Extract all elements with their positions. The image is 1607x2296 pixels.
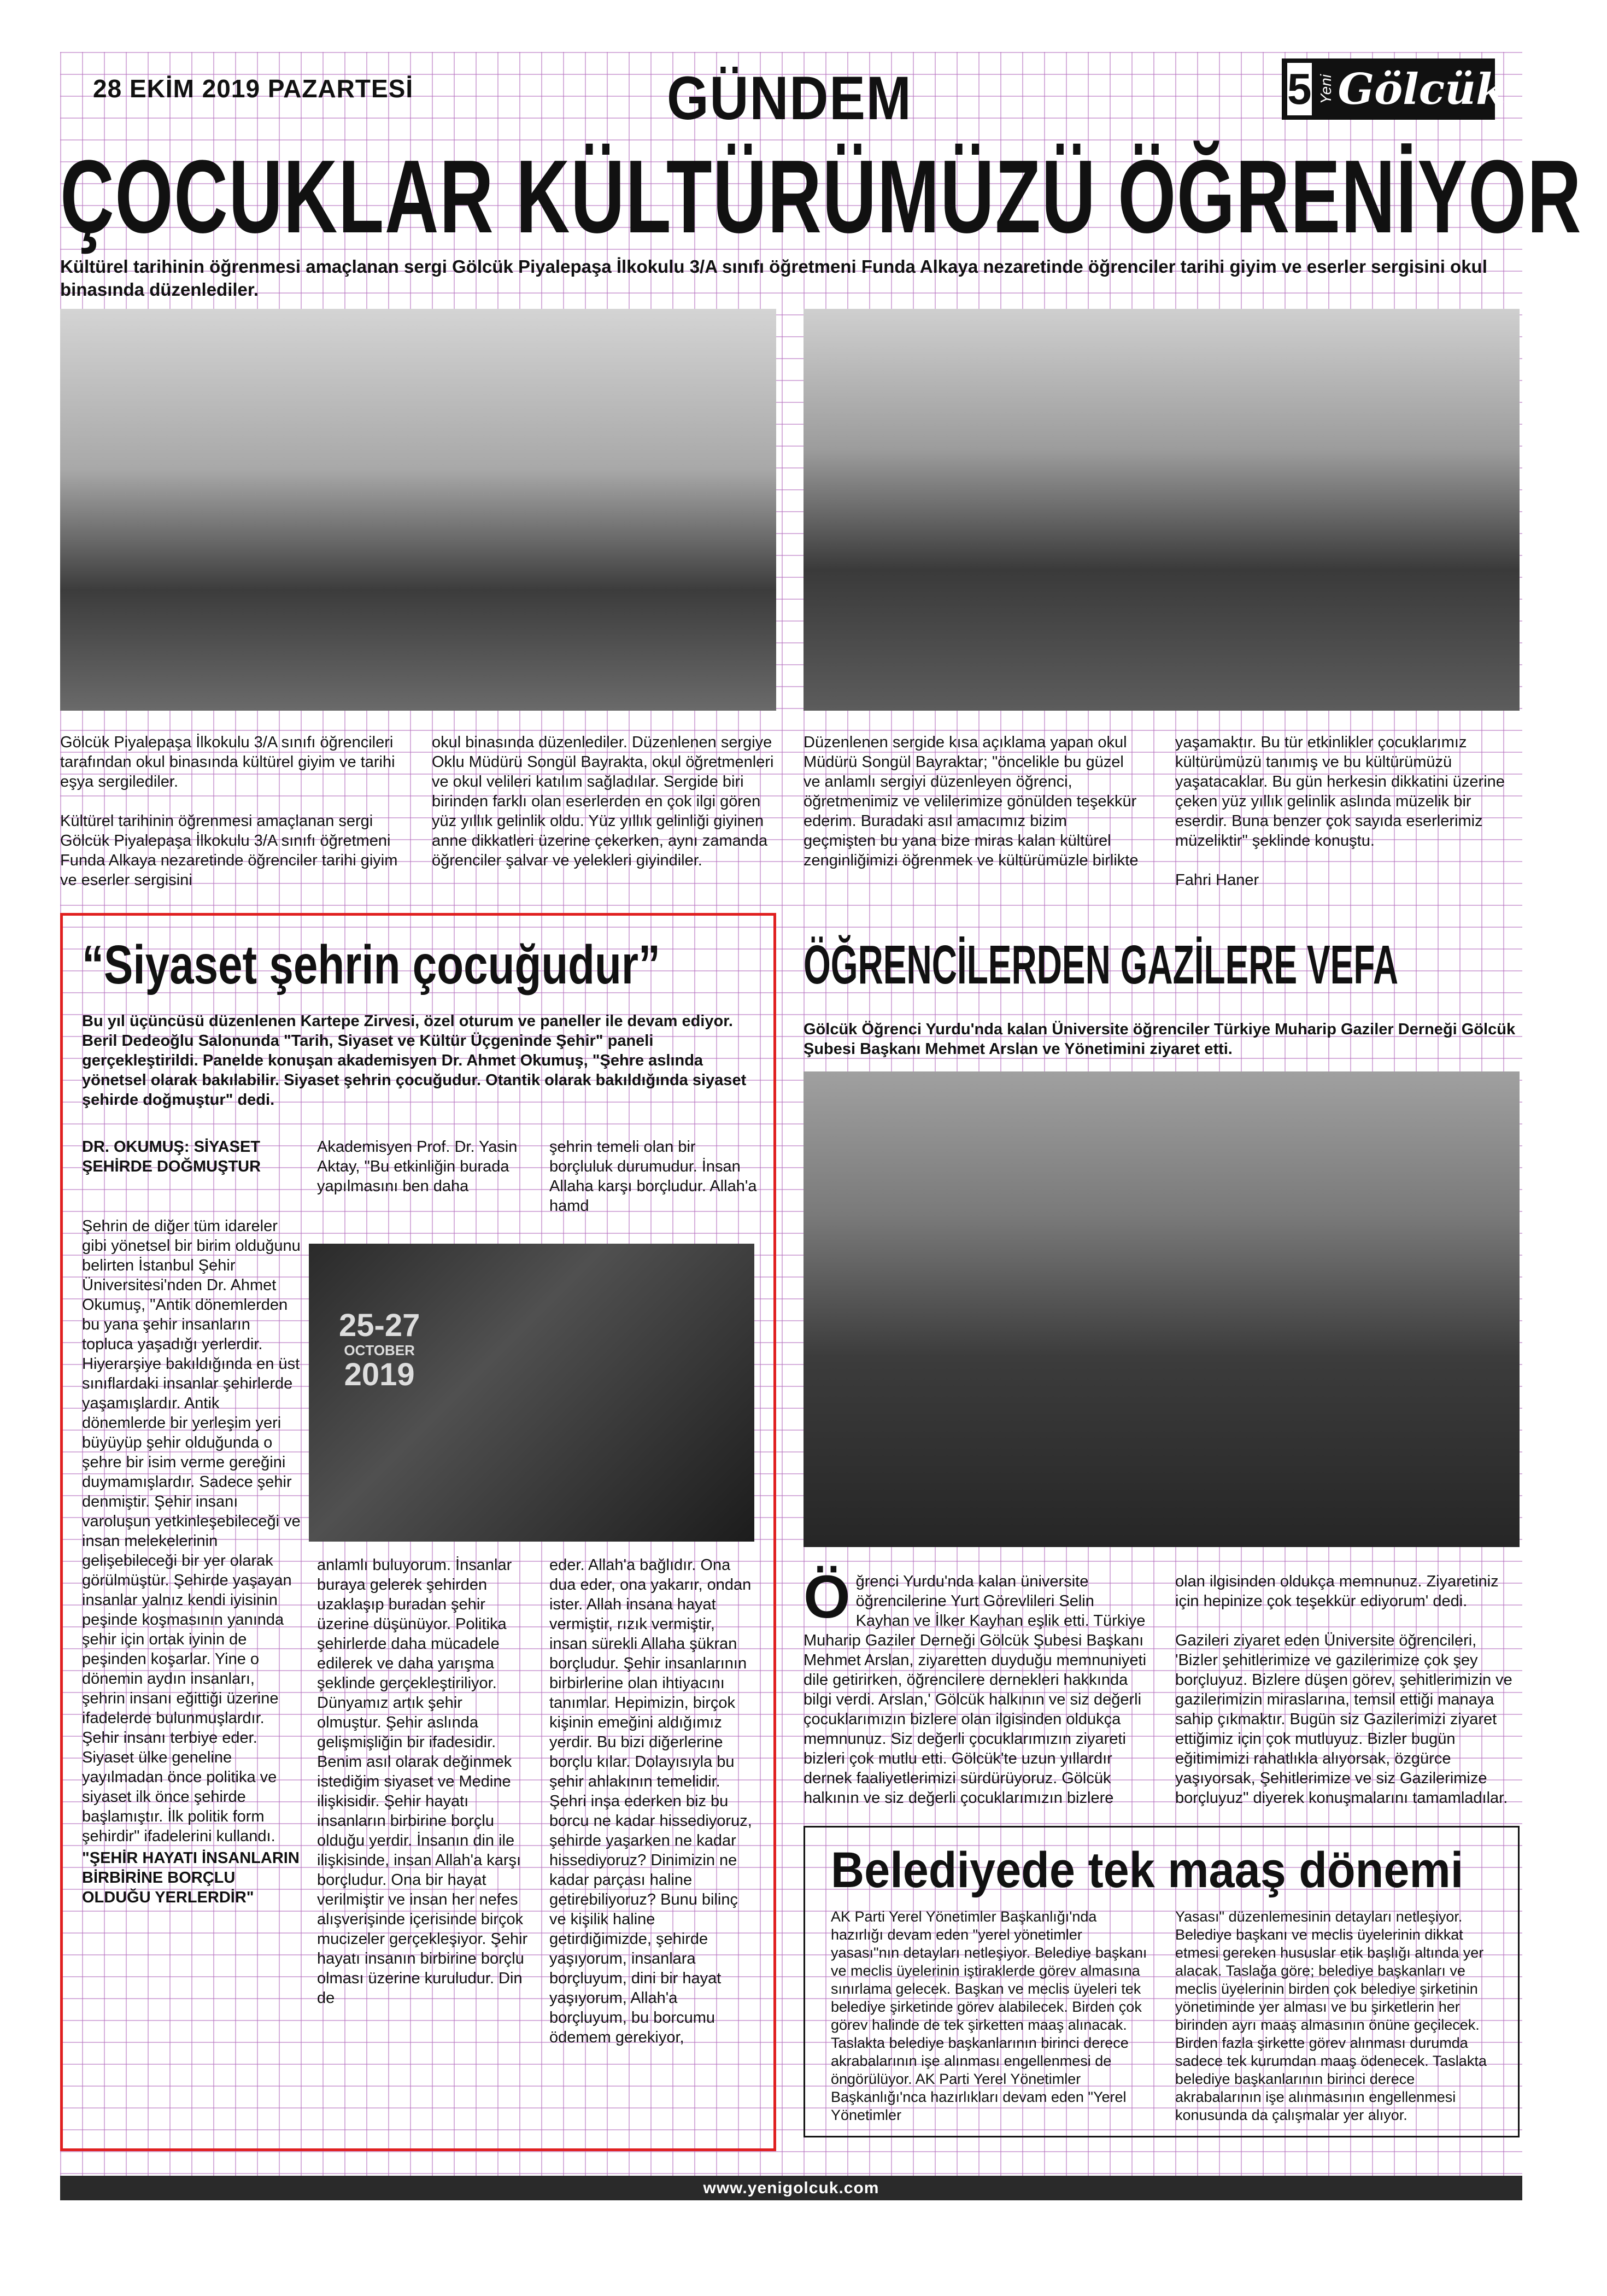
website-url[interactable]: www.yenigolcuk.com — [703, 2179, 879, 2197]
event-banner-dates — [339, 1309, 420, 1391]
gaziler-headline: ÖĞRENCİLERDEN GAZİLERE VEFA — [804, 934, 1399, 995]
story1-paragraph: okul binasında düzenlediler. Düzenlenen sergiye Oklu Müdürü Songül Bayrakta, okul öğretmenleri ve okul velileri katılım sağladılar. Sergide biri birinden farklı olan eserlerden en çok ilgi gören yüz yıllık gelinlik oldu. Yüz yıllık gelinliği giyinen anne dikkatleri üzerine çekerken, aynı zamanda öğrenciler şalvar ve yelekleri giyindiler. — [432, 734, 774, 869]
logo-page-number: 5 — [1287, 63, 1312, 115]
story1-paragraph: Düzenlenen sergide kısa açıklama yapan okul Müdürü Songül Bayraktar; "öncelikle bu güzel ve anlamlı sergiyi düzenleyen öğrenci, öğretmenimiz ve velilerimize gönülden teşekkür ederim. Buradaki asıl amacımız bizim geçmişten bu yana bize miras kalan kültürel zenginliğimizi öğrenmek ve kültürümüzle birlikte — [804, 734, 1139, 869]
siyaset-column-3-bottom: eder. Allah'a bağlıdır. Ona dua eder, ona yakarır, ondan ister. Allah insana hayat vermiştir, rızık vermiştir, insan sürekli Allaha şükran borçludur. Şehir insanlarının birbirlerine olan ihtiyacını tanımlar. Hepimizin, birçok kişinin emeğini aldığımız yerdir. Bu bizi diğerlerine borçlu kılar. Dolayısıyla bu şehir ahlakının temelidir. Şehri inşa ederken biz bu borcu ne kadar hissediyoruz, şehirde yaşarken ne kadar hissediyoruz? Dinimizin ne kadar parçası haline getirebiliyoruz? Bunu bilinç ve kişilik haline getirdiğimizde, şehirde yaşıyorum, insanlara borçluyum, dini bir hayat yaşıyorum, Allah'a borçluyum, bu borcumu ödemem gerekiyor, — [549, 1556, 752, 2046]
story1-paragraph: Gölcük Piyalepaşa İlkokulu 3/A sınıfı öğrencileri tarafından okul binasında kültürel giyim ve tarihi eşya sergilediler. — [60, 734, 395, 790]
section-title: GÜNDEM — [667, 64, 912, 132]
siyaset-lead: Bu yıl üçüncüsü düzenlenen Kartepe Zirvesi, özel oturum ve paneller ile devam ediyor. Beril Dedeoğlu Salonunda "Tarih, Siyaset ve Kültür Üçgeninde Şehir" paneli gerçekleştirildi. Panelde konuşan akademisyen Dr. Ahmet Okumuş, "Şehre aslında yönetsel olarak bakılabilir. Siyaset şehrin çocuğudur. Otantik olarak bakıldığında siyaset şehirde doğmuştur" dedi. — [82, 1012, 747, 1109]
belediye-column-2: Yasası" düzenlemesinin detayları netleşiyor. Belediye başkanı ve meclis üyelerinin dikkat etmesi gereken hususlar etik başlığı altında yer alacak. Taslağa göre; belediye başkanları ve meclis üyelerinin birden çok belediye şirketinin yönetiminde yer alması ve bu şirketlerin her birinden ayrı maaş almasının önüne geçilecek. Birden fazla şirkette görev alınması durumda sadece tek kurumdan maaş ödenecek. Taslakta belediye başkanlarının birinci derece akrabalarının işe alınmasının engellenmesi konusunda da çalışmalar yer alıyor. — [1175, 1908, 1487, 2123]
exhibition-photo — [60, 309, 776, 711]
footer-bar — [60, 2176, 1522, 2200]
story1-column-1 — [60, 733, 399, 910]
event-days: 25-27 — [339, 1308, 420, 1343]
siyaset-headline: “Siyaset şehrin çocuğudur” — [82, 934, 661, 995]
logo-name: Gölcük — [1338, 64, 1506, 114]
gaziler-paragraph: ğrenci Yurdu'nda kalan üniversite öğrencilerine Yurt Görevlileri Selin Kayhan ve İlker Kayhan eşlik etti. Türkiye Muharip Gaziler Derneği Gölcük Şubesi Başkanı Mehmet Arslan, ziyaretten duyduğu memnuniyeti dile getirirken, öğrencilere dernekleri hakkında bilgi verdi. Arslan,' Gölcük halkının ve siz değerli çocuklarımızın bizlere olan ilgisinden oldukça memnunuz. Siz değerli çocuklarımızın ziyareti bizleri çok mutlu etti. Gölcük'te uzun yıllardır dernek faaliyetlerimizi sürdürüyoruz. Gölcük halkının ve siz değerli çocuklarımızın bizlere — [804, 1573, 1147, 1807]
story1-column-2 — [432, 733, 776, 890]
students-photo — [804, 309, 1520, 711]
siyaset-column-3-top: şehrin temeli olan bir borçluluk durumudur. İnsan Allaha karşı borçludur. Allah'a hamd — [549, 1138, 757, 1215]
belediye-headline: Belediyede tek maaş dönemi — [831, 1842, 1464, 1898]
issue-date: 28 EKİM 2019 PAZARTESİ — [93, 74, 414, 103]
siyaset-subhead: DR. OKUMUŞ: SİYASET ŞEHİRDE DOĞMUŞTUR — [82, 1138, 261, 1175]
story1-column-3 — [804, 733, 1142, 890]
story1-column-4 — [1175, 733, 1520, 910]
story1-paragraph: Kültürel tarihinin öğrenmesi amaçlanan sergi Gölcük Piyalepaşa İlkokulu 3/A sınıfı öğretmeni Funda Alkaya nezaretinde öğrenciler tarihi giyim ve eserler sergisini — [60, 812, 398, 889]
newspaper-page — [60, 52, 1582, 2200]
gaziler-paragraph: Gazileri ziyaret eden Üniversite öğrencileri, 'Bizler şehitlerimize ve gazilerimize çok şey borçluyuz. Bizlere düşen görev, şehitlerimizin ve gazilerimizin miraslarına, temsil ettiği manaya sahip çıkmaktır. Bugün siz Gazilerimizi ziyaret ettiğimiz için çok mutluyuz. Bizler bugün eğitimimizi rahatlıkla alıyorsak, özgürce yaşıyorsak, Şehitlerimize ve siz Gazilerimize borçluyuz" diyerek konuşmalarını tamamladılar. — [1175, 1632, 1512, 1807]
drop-cap: Ö — [804, 1563, 851, 1631]
story1-author: Fahri Haner — [1175, 871, 1259, 889]
event-month: OCTOBER — [344, 1342, 415, 1358]
logo-prefix: Yeni — [1317, 74, 1334, 104]
gaziler-lead: Gölcük Öğrenci Yurdu'nda kalan Üniversite öğrenciler Türkiye Muharip Gaziler Derneği Gölcük Şubesi Başkanı Mehmet Arslan ve Yönetimini ziyaret etti. — [804, 1021, 1516, 1058]
newspaper-logo — [1282, 58, 1506, 120]
gaziler-column-1 — [804, 1563, 1148, 1808]
main-headline: ÇOCUKLAR KÜLTÜRÜMÜZÜ ÖĞRENİYOR — [60, 139, 1582, 255]
story1-paragraph: yaşamaktır. Bu tür etkinlikler çocuklarımız kültürümüzü tanımış ve bu kültürümüzü yaşatacaklar. Bu gün herkesin dikkatini üzerine çeken yüz yıllık gelinlik aslında müzelik bir eserdir. Buna benzer çok sayıda eserlerimiz müzeliktir" şeklinde konuştu. — [1175, 734, 1505, 850]
main-lead: Kültürel tarihinin öğrenmesi amaçlanan sergi Gölcük Piyalepaşa İlkokulu 3/A sınıfı öğretmeni Funda Alkaya nezaretinde öğrenciler tarihi giyim ve eserler sergisini okul binasında düzenlediler. — [60, 256, 1487, 300]
siyaset-column-2-bottom: anlamlı buluyorum. İnsanlar buraya gelerek şehirden uzaklaşıp buradan şehir üzerine düşünüyor. Politika şehirlerde daha mücadele edilerek ve daha yarışma şeklinde gerçekleştiriliyor. Dünyamız artık şehir olmuştur. Şehir aslında gelişmişliğin bir ifadesidir. Benim asıl olarak değinmek istediğim siyaset ve Medine ilişkisidir. Şehir hayatı insanların birbirine borçlu olduğu yerdir. İnsanın din ile ilişkisinde, insan Allah'a karşı borçludur. Ona bir hayat verilmiştir ve insan her nefes alışverişinde içerisinde birçok mucizeler gerçekleşiyor. Şehir hayatı insanın birbirine borçlu olması üzerine kuruludur. Din de — [317, 1556, 528, 2007]
siyaset-column-1 — [82, 1216, 301, 1907]
siyaset-column-2-top: Akademisyen Prof. Dr. Yasin Aktay, "Bu etkinliğin burada yapılmasını ben daha — [317, 1138, 518, 1195]
siyaset-paragraph: Şehrin de diğer tüm idareler gibi yönetsel bir birim olduğunu belirten İstanbul Şehir Üniversitesi'nden Dr. Ahmet Okumuş, "Antik dönemlerden bu yana şehir insanların topluca yaşadığı yerlerdir. Hiyerarşiye bakıldığında en üst sınıflardaki insanlar şehirlerde yaşamışlardır. Antik dönemlerde bir yerleşim yeri büyüyüp şehir olduğunda o şehre bir isim verme gereğini duymamışlardır. Sadece şehir denmiştir. Şehir insanı varoluşun yetkinleşebileceği ve insan melekelerinin gelişebileceği bir yer olarak görülmüştür. Şehirde yaşayan insanlar yalnız kendi iyisinin peşinde koşmasının yanında şehir için ortak iyinin de peşinden koşarlar. Yine o dönemin aydın insanları, şehrin insanı eğittiği üzerine ifadelerde bulunmuşlardır. Şehir insanı terbiye eder. Siyaset ülke geneline yayılmadan önce politika ve siyaset ilk önce şehirde başlamıştır. İlk politik form şehirdir" ifadelerini kullandı. — [82, 1217, 301, 1845]
belediye-column-1: AK Parti Yerel Yönetimler Başkanlığı'nda hazırlığı devam eden "yerel yönetimler yasası"nın detayları netleşiyor. Belediye başkanı ve meclis üyelerinin iştiraklerde görev almasına sınırlama gelecek. Başkan ve meclis üyeleri tek belediye şirketinde görev alabilecek. Birden çok görev halinde de tek şirketten maaş alınacak. Taslakta belediye başkanlarının birinci derece akrabalarının işe alınması engellenmesi de öngörülüyor. AK Parti Yerel Yönetimler Başkanlığı'nca hazırlıkları devam eden "Yerel Yönetimler — [831, 1908, 1147, 2123]
gaziler-paragraph: olan ilgisinden oldukça memnunuz. Ziyaretiniz için hepinize çok teşekkür ediyorum' dedi. — [1175, 1573, 1499, 1610]
event-year: 2019 — [344, 1357, 415, 1392]
speaker-photo — [309, 1244, 754, 1542]
gaziler-column-2 — [1175, 1572, 1520, 1828]
veterans-visit-photo — [804, 1071, 1520, 1547]
siyaset-subhead-2: "ŞEHİR HAYATI İNSANLARIN BİRBİRİNE BORÇLU OLDUĞU YERLERDİR" — [82, 1849, 300, 1906]
